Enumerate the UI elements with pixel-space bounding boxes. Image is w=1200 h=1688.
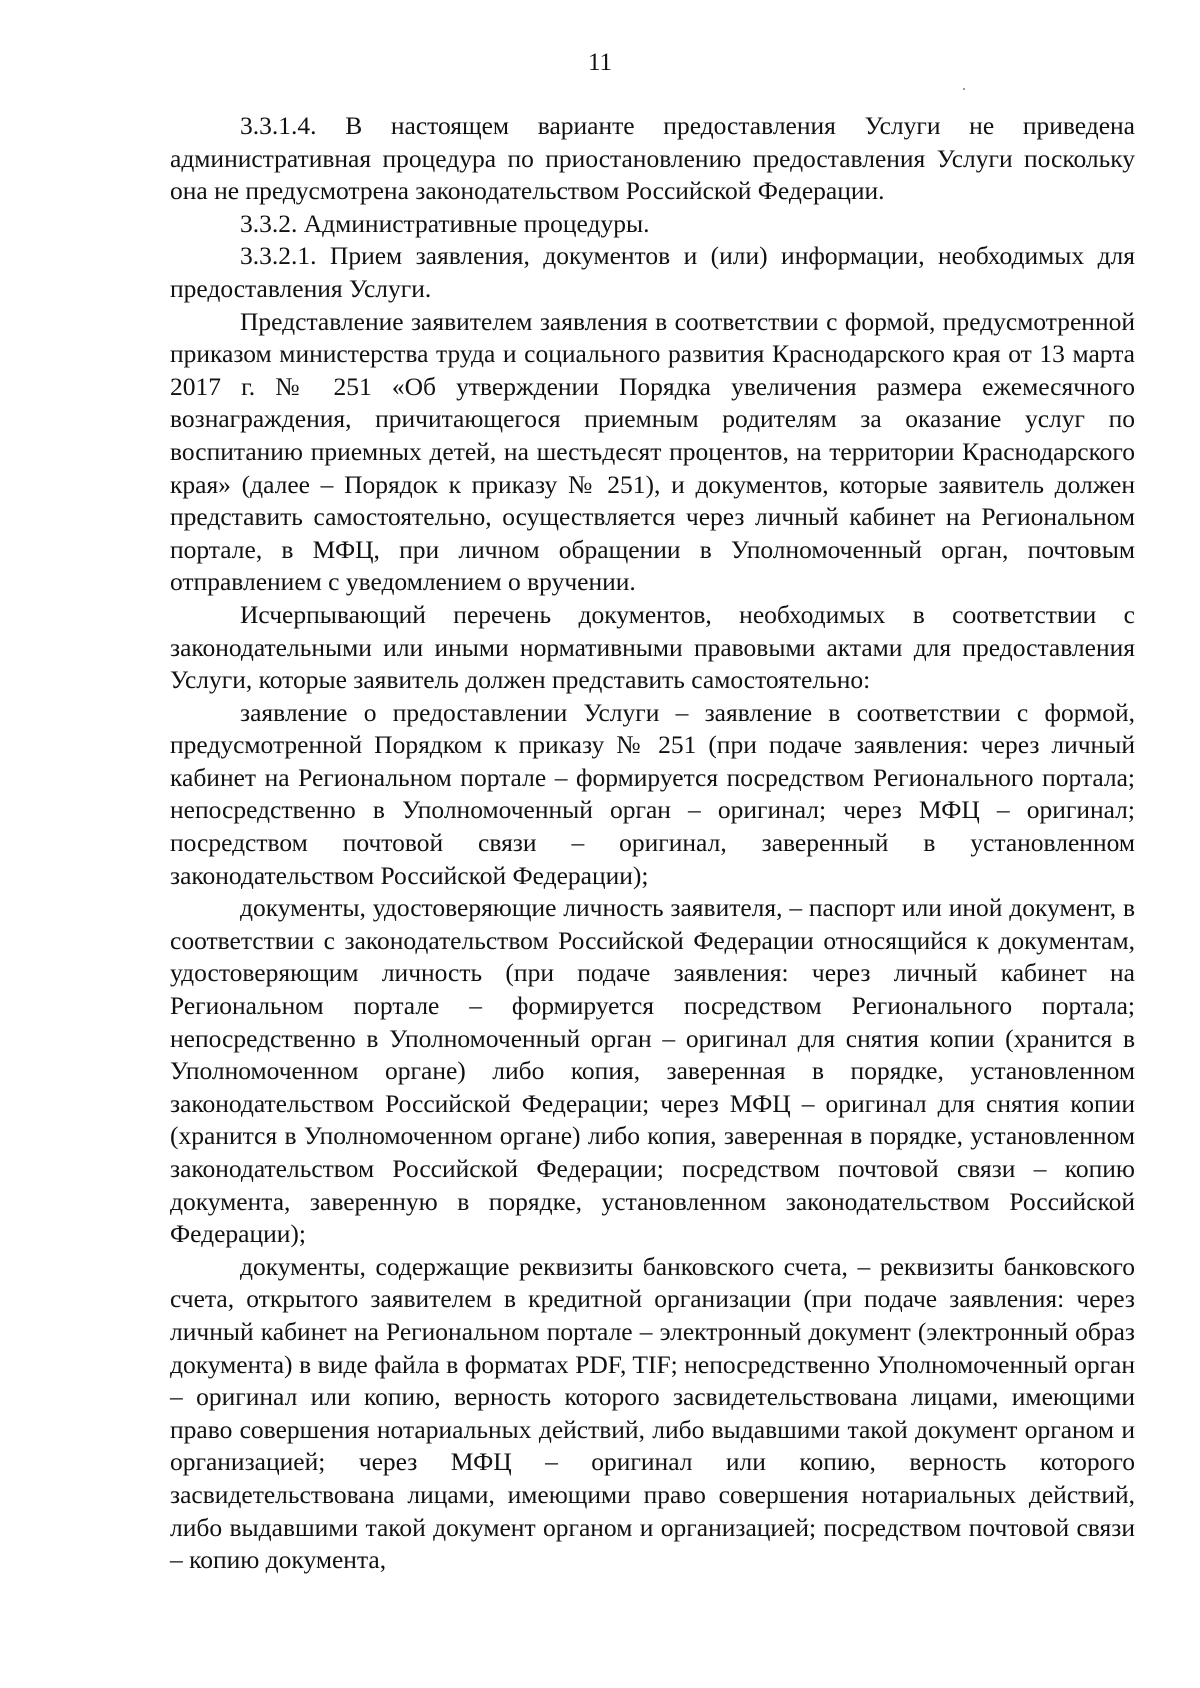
page-number: 11 xyxy=(587,49,613,76)
paragraph-application-submission: Представление заявителем заявления в соответствии с формой, предусмотренной приказом министерства труда и социального развития Краснодарского края от 13 марта 2017 г. № 251 «Об утверждении Порядка увеличения размера ежемесячного вознаграждения, причитающегося приемным родителям за оказание услуг по воспитанию приемных детей, на шестьдесят процентов, на территории Краснодарского края» (далее – Порядок к приказу № 251), и документов, которые заявитель должен представить самостоятельно, осуществляется через личный кабинет на Региональном портале, в МФЦ, при личном обращении в Уполномоченный орган, почтовым отправлением с уведомлением о вручении. xyxy=(170,306,1135,597)
paragraph-documents-list-intro: Исчерпывающий перечень документов, необходимых в соответствии с законодательными или иными нормативными правовыми актами для предоставления Услуги, которые заявитель должен представить самостоятельно: xyxy=(170,599,1135,695)
scan-speck xyxy=(963,88,965,90)
paragraph-3-3-2-1: 3.3.2.1. Прием заявления, документов и (или) информации, необходимых для предоставления Услуги. xyxy=(170,241,1135,303)
paragraph-3-3-1-4: 3.3.1.4. В настоящем варианте предоставления Услуги не приведена административная процедура по приостановлению предоставления Услуги поскольку она не предусмотрена законодательством Российской Федерации. xyxy=(170,111,1135,206)
list-item-identity-documents: документы, удостоверяющие личность заявителя, – паспорт или иной документ, в соответствии с законодательством Российской Федерации относящийся к документам, удостоверяющим личность (при подаче заявления: через личный кабинет на Региональном портале – формируется посредством Регионального портала; непосредственно в Уполномоченный орган – оригинал для снятия копии (хранится в Уполномоченном органе) либо копия, заверенная в порядке, установленном законодательством Российской Федерации; через МФЦ – оригинал для снятия копии (хранится в Уполномоченном органе) либо копия, заверенная в порядке, установленном законодательством Российской Федерации; посредством почтовой связи – копию документа, заверенную в порядке, установленном законодательством Российской Федерации); xyxy=(170,893,1135,1249)
list-item-bank-details: документы, содержащие реквизиты банковского счета, – реквизиты банковского счета, открытого заявителем в кредитной организации (при подаче заявления: через личный кабинет на Региональном портале – электронный документ (электронный образ документа) в виде файла в форматах PDF, TIF; непосредственно Уполномоченный орган – оригинал или копию, верность которого засвидетельствована лицами, имеющими право совершения нотариальных действий, либо выдавшими такой документ органом и организацией; через МФЦ – оригинал или копию, верность которого засвидетельствована лицами, имеющими право совершения нотариальных действий, либо выдавшими такой документ органом и организацией; посредством почтовой связи – копию документа, xyxy=(170,1251,1135,1575)
list-item-application: заявление о предоставлении Услуги – заявление в соответствии с формой, предусмотренной Порядком к приказу № 251 (при подаче заявления: через личный кабинет на Региональном портале – формируется посредством Регионального портала; непосредственно в Уполномоченный орган – оригинал; через МФЦ – оригинал; посредством почтовой связи – оригинал, заверенный в установленном законодательством Российской Федерации); xyxy=(170,697,1135,890)
paragraph-3-3-2-heading: 3.3.2. Административные процедуры. xyxy=(240,208,650,238)
document-body xyxy=(170,110,1135,1577)
